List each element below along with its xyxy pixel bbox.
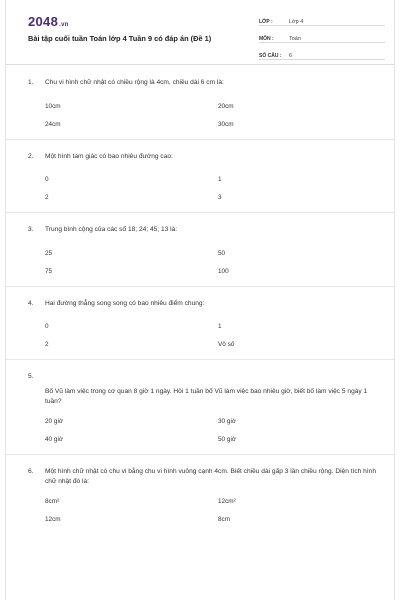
- answer-option[interactable]: 20cm: [218, 102, 234, 110]
- meta-key: MÔN :: [259, 36, 274, 42]
- meta-value: Toán: [289, 36, 301, 42]
- answer-option[interactable]: 12cm²: [218, 497, 236, 505]
- answer-option[interactable]: 8cm: [218, 515, 231, 523]
- question-4: [6, 299, 394, 349]
- worksheet-title: Bài tập cuối tuần Toán lớp 4 Tuần 9 có đáp án (Đề 1): [28, 34, 212, 43]
- question-number: 1.: [28, 79, 34, 86]
- answer-options: [6, 418, 394, 443]
- question-text: Trung bình cộng của các số 18; 24; 45; 13 là:: [45, 226, 178, 233]
- question-6: [6, 467, 394, 523]
- answer-options: [6, 250, 394, 275]
- question-5: [6, 372, 394, 443]
- question-text: Một hình chữ nhật có chu vi bằng chu vi hình vuông cạnh 4cm. Biết chiều dài gấp 3 lần chiều rộng. Diện tích hình chữ nhật đó là:: [45, 467, 377, 485]
- answer-option[interactable]: 100: [218, 267, 229, 275]
- answer-option[interactable]: 1: [218, 176, 222, 183]
- answer-option[interactable]: 12cm: [45, 515, 61, 523]
- answer-option[interactable]: 20 giờ: [45, 417, 64, 425]
- answer-option[interactable]: 40 giờ: [45, 435, 64, 443]
- question-number: 2.: [28, 152, 34, 160]
- meta-value: 6: [289, 53, 293, 59]
- question-2: [6, 152, 394, 202]
- answer-option[interactable]: 2: [45, 194, 49, 201]
- worksheet-page: [5, 0, 395, 600]
- answer-option[interactable]: 75: [45, 267, 53, 275]
- question-divider: [6, 139, 394, 140]
- question-list: [6, 78, 394, 523]
- question-number: 4.: [28, 299, 34, 307]
- question-1: [6, 78, 394, 128]
- question-divider: [6, 359, 394, 360]
- question-number: 6.: [28, 467, 34, 475]
- answer-option[interactable]: Vô số: [218, 341, 235, 348]
- question-divider: [6, 286, 394, 287]
- meta-key: SỐ CÂU :: [259, 53, 282, 59]
- answer-option[interactable]: 1: [218, 323, 222, 330]
- answer-option[interactable]: 30cm: [218, 120, 234, 128]
- meta-row-count: [259, 48, 385, 60]
- answer-option[interactable]: 2: [45, 341, 49, 348]
- answer-option[interactable]: 24cm: [45, 120, 61, 128]
- answer-options: [6, 176, 394, 201]
- answer-option[interactable]: 0: [45, 323, 49, 330]
- answer-option[interactable]: 10cm: [45, 102, 61, 110]
- logo-text: 2048: [28, 14, 59, 29]
- logo-tld: .vn: [59, 22, 69, 28]
- answer-option[interactable]: 3: [218, 194, 222, 201]
- meta-value: Lớp 4: [289, 19, 304, 25]
- answer-option[interactable]: 0: [45, 176, 49, 183]
- question-divider: [6, 454, 394, 455]
- question-3: [6, 225, 394, 275]
- meta-row-class: [259, 14, 385, 26]
- question-text: Bố Vũ làm việc trong cơ quan 8 giờ 1 ngày. Hỏi 1 tuần bố Vũ làm việc bao nhiêu giờ, biết bố làm việc 5 ngày 1 tuần?: [45, 387, 368, 405]
- question-number: 3.: [28, 226, 34, 233]
- answer-options: [6, 498, 394, 523]
- question-number: 5.: [28, 373, 34, 380]
- question-text: Hai đường thẳng song song có bao nhiêu điểm chung:: [45, 299, 205, 307]
- answer-option[interactable]: 50 giờ: [218, 435, 237, 443]
- header-divider: [6, 64, 394, 65]
- answer-option[interactable]: 25: [45, 249, 53, 257]
- worksheet-meta: [259, 14, 385, 65]
- meta-row-subject: [259, 31, 385, 43]
- answer-option[interactable]: 8cm²: [45, 497, 60, 505]
- answer-option[interactable]: 50: [218, 249, 226, 257]
- question-text: Một hình tam giác có bao nhiêu đường cao:: [45, 152, 173, 160]
- question-text: Chu vi hình chữ nhật có chiều rộng là 4cm, chiều dài 6 cm là:: [45, 79, 224, 86]
- answer-option[interactable]: 30 giờ: [218, 417, 237, 425]
- worksheet-header: [6, 0, 394, 62]
- answer-options: [6, 323, 394, 348]
- meta-key: LỚP :: [259, 19, 273, 25]
- site-logo[interactable]: [28, 14, 69, 29]
- question-divider: [6, 212, 394, 213]
- answer-options: [6, 103, 394, 128]
